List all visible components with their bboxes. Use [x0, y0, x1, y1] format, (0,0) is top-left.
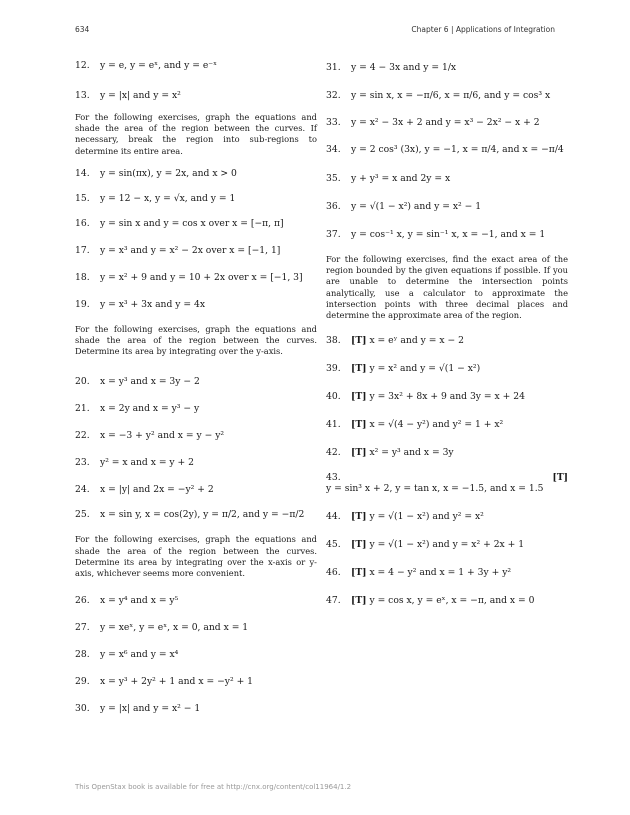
exercise-21: 21. x = 2y and x = y³ − y	[75, 403, 200, 415]
exercise-17: 17. y = x³ and y = x² − 2x over x = [−1, 1]	[75, 244, 281, 256]
exercise-25: 25. x = sin y, x = cos(2y), y = π/2, and y = −π/2	[75, 509, 305, 521]
exercise-28: 28. y = x⁶ and y = x⁴	[75, 649, 179, 661]
footer-note: This OpenStax book is available for free at http://cnx.org/content/col11964/1.2	[75, 783, 352, 791]
exercise-40: 40. [T] y = 3x² + 8x + 9 and 3y = x + 24	[326, 391, 525, 403]
instructions-paragraph: For the following exercises, find the exact area of the region bounded by the given equations if possible. If you are unable to determine the intersection points analytically, use a calculator to approximate the intersection points with three decimal places and determine the approximate area of the region.	[326, 254, 568, 321]
exercise-29: 29. x = y³ + 2y² + 1 and x = −y² + 1	[75, 676, 254, 688]
instructions-paragraph: For the following exercises, graph the equations and shade the area of the region between the curves. Determine its area by integrating over the y-axis.	[75, 323, 317, 357]
exercise-44: 44. [T] y = √(1 − x²) and y² = x²	[326, 511, 484, 523]
exercise-22: 22. x = −3 + y² and x = y − y²	[75, 430, 225, 442]
exercise-41: 41. [T] x = √(4 − y²) and y² = 1 + x²	[326, 419, 504, 431]
exercise-42: 42. [T] x² = y³ and x = 3y	[326, 447, 454, 459]
exercise-14: 14. y = sin(πx), y = 2x, and x > 0	[75, 167, 237, 179]
exercise-30: 30. y = |x| and y = x² − 1	[75, 703, 201, 715]
exercise-13: 13. y = |x| and y = x²	[75, 90, 181, 101]
exercise-27: 27. y = xeˣ, y = eˣ, x = 0, and x = 1	[75, 622, 249, 634]
exercise-18: 18. y = x² + 9 and y = 10 + 2x over x = [−1, 3]	[75, 271, 303, 283]
exercise-12: 12. y = e, y = eˣ, and y = e⁻ˣ	[75, 60, 218, 71]
exercise-33: 33. y = x² − 3x + 2 and y = x³ − 2x² − x + 2	[326, 117, 540, 128]
exercise-26: 26. x = y⁴ and x = y⁵	[75, 595, 179, 607]
right-column	[326, 62, 568, 606]
exercise-35: 35. y + y³ = x and 2y = x	[326, 173, 451, 184]
instructions-paragraph: For the following exercises, graph the equations and shade the area of the region between the curves. Determine its area by integrating over the x-axis or y-axis, whichever seems more convenient.	[75, 534, 317, 579]
exercise-43: 43. [T] y = sin³ x + 2, y = tan x, x = −1.5, and x = 1.5	[326, 472, 568, 495]
exercise-45: 45. [T] y = √(1 − x²) and y = x² + 2x + 1	[326, 539, 525, 551]
exercise-15: 15. y = 12 − x, y = √x, and y = 1	[75, 192, 236, 204]
exercise-32: 32. y = sin x, x = −π/6, x = π/6, and y = cos³ x	[326, 90, 551, 101]
exercise-34: 34. y = 2 cos³ (3x), y = −1, x = π/4, and x = −π/4	[326, 144, 564, 155]
exercise-31: 31. y = 4 − 3x and y = 1/x	[326, 62, 457, 73]
exercise-19: 19. y = x³ + 3x and y = 4x	[75, 298, 206, 310]
exercise-39: 39. [T] y = x² and y = √(1 − x²)	[326, 363, 481, 375]
exercise-23: 23. y² = x and x = y + 2	[75, 457, 195, 469]
page-number: 634	[75, 25, 90, 34]
exercise-24: 24. x = |y| and 2x = −y² + 2	[75, 484, 214, 496]
exercise-36: 36. y = √(1 − x²) and y = x² − 1	[326, 201, 482, 212]
chapter-header: Chapter 6 | Applications of Integration	[411, 25, 555, 34]
exercise-16: 16. y = sin x and y = cos x over x = [−π, π]	[75, 217, 284, 229]
exercise-38: 38. [T] x = eʸ and y = x − 2	[326, 335, 464, 347]
exercise-47: 47. [T] y = cos x, y = eˣ, x = −π, and x = 0	[326, 595, 535, 607]
exercise-46: 46. [T] x = 4 − y² and x = 1 + 3y + y²	[326, 567, 512, 579]
left-column	[75, 58, 317, 714]
exercise-37: 37. y = cos⁻¹ x, y = sin⁻¹ x, x = −1, and x = 1	[326, 229, 546, 240]
instructions-paragraph: For the following exercises, graph the equations and shade the area of the region between the curves. If necessary, break the region into sub-regions to determine its entire area.	[75, 112, 317, 156]
exercise-20: 20. x = y³ and x = 3y − 2	[75, 376, 200, 388]
